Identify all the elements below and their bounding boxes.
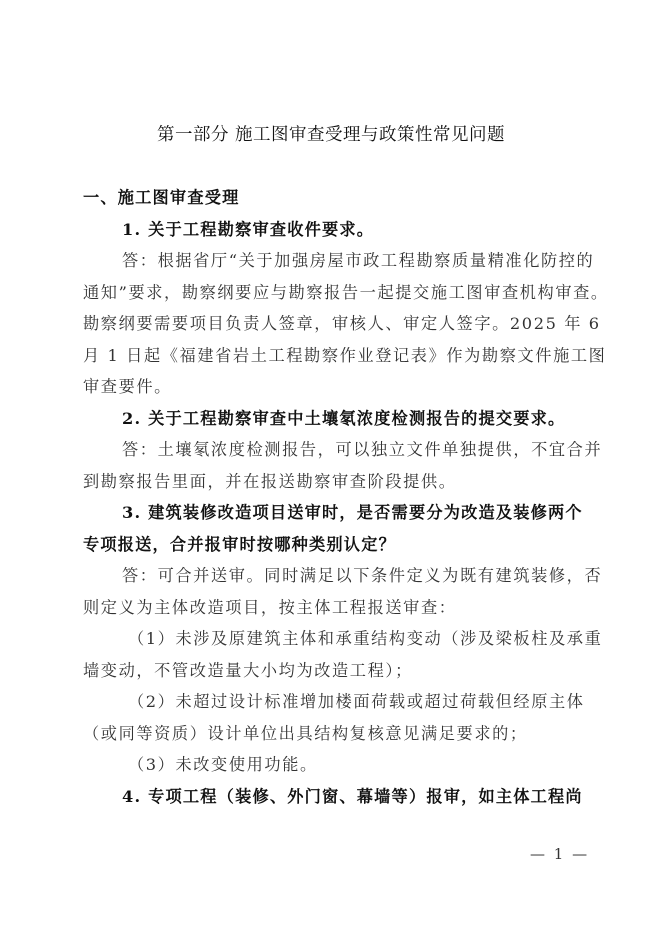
- answer-1-line-2: 通知”要求，勘察纲要应与勘察报告一起提交施工图审查机构审查。: [83, 283, 609, 302]
- answer-2-line-2: 到勘察报告里面，并在报送勘察审查阶段提供。: [83, 472, 457, 491]
- answer-3-line-1: 答：可合并送审。同时满足以下条件定义为既有建筑装修，否: [122, 566, 603, 585]
- question-4: 4. 专项工程（装修、外门窗、幕墙等）报审，如主体工程尚: [122, 787, 583, 806]
- section-heading: 一、施工图审查受理: [83, 188, 240, 207]
- answer-1-line-4: 月 1 日起《福建省岩土工程勘察作业登记表》作为勘察文件施工图: [83, 346, 607, 365]
- question-3-line-1: 3. 建筑装修改造项目送审时，是否需要分为改造及装修两个: [122, 503, 583, 522]
- answer-2-line-1: 答：土壤氡浓度检测报告，可以独立文件单独提供，不宜合并: [122, 440, 603, 459]
- page-title: 第一部分 施工图审查受理与政策性常见问题: [156, 125, 506, 145]
- answer-1-line-3: 勘察纲要需要项目负责人签章，审核人、审定人签字。2025 年 6: [83, 314, 601, 333]
- condition-3: （3）未改变使用功能。: [128, 755, 318, 774]
- answer-1-line-5: 审查要件。: [83, 377, 172, 396]
- answer-1-line-1: 答：根据省厅“关于加强房屋市政工程勘察质量精准化防控的: [122, 251, 595, 270]
- question-3-line-2: 专项报送，合并报审时按哪种类别认定？: [83, 535, 396, 554]
- page-number: — 1 —: [530, 845, 590, 863]
- condition-1-line-2: 墙变动，不管改造量大小均为改造工程）；: [83, 661, 413, 680]
- question-1: 1. 关于工程勘察审查收件要求。: [122, 220, 375, 239]
- condition-2-line-1: （2）未超过设计标准增加楼面荷载或超过荷载但经原主体: [128, 692, 585, 711]
- question-2: 2. 关于工程勘察审查中土壤氡浓度检测报告的提交要求。: [122, 409, 566, 428]
- condition-1-line-1: （1）未涉及原建筑主体和承重结构变动（涉及梁板柱及承重: [128, 629, 603, 648]
- condition-2-line-2: （或同等资质）设计单位出具结构复核意见满足要求的；: [83, 724, 528, 743]
- answer-3-line-2: 则定义为主体改造项目，按主体工程报送审查：: [83, 598, 457, 617]
